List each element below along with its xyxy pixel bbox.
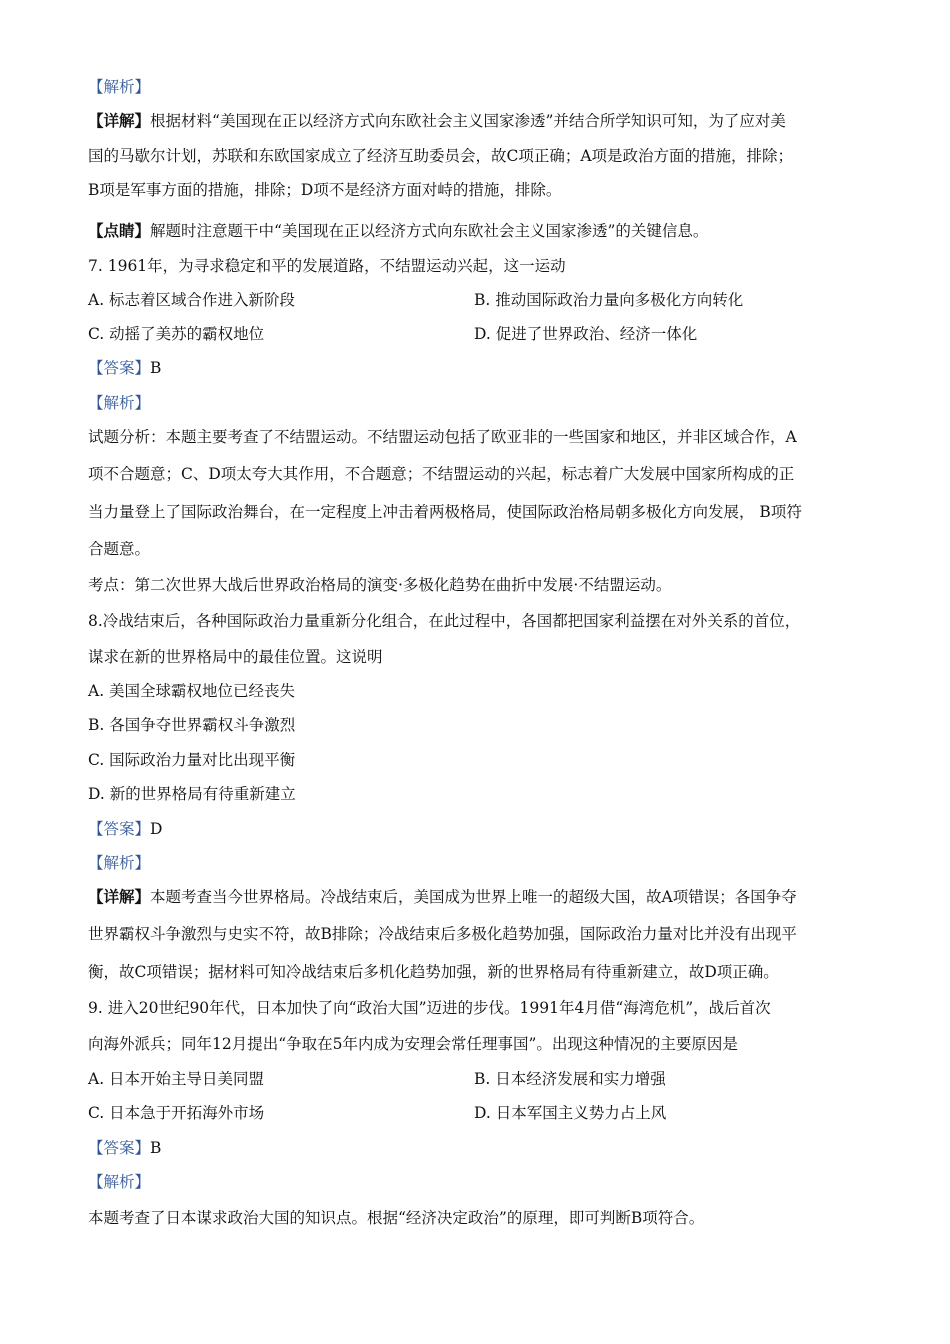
q9-analysis-text: 本题考查了日本谋求政治大国的知识点。根据“经济决定政治”的原理，即可判断B项符合。 [88, 1209, 705, 1227]
q8-answer: D [150, 820, 163, 838]
q9-options-row-2 [88, 1103, 866, 1123]
q7-answer-line [88, 358, 161, 378]
q7-option-a: A. 标志着区域合作进入新阶段 [88, 291, 296, 309]
q7-answer: B [150, 359, 162, 377]
q9-option-d: D. 日本军国主义势力占上风 [474, 1104, 667, 1122]
q8-detail-line-3: 衡，故C项错误；据材料可知冷战结束后多机化趋势加强，新的世界格局有待重新建立，故D项正确。 [88, 963, 779, 981]
q7-analysis-line-3: 当力量登上了国际政治舞台，在一定程度上冲击着两极格局，使国际政治格局朝多极化方向发展， B项符 [88, 503, 802, 521]
q8-detail-line-1 [88, 887, 797, 907]
q6-detail-text-1: 根据材料“美国现在正以经济方式向东欧社会主义国家渗透”并结合所学知识可知，为了应对美 [150, 112, 786, 130]
q9-options-row-1 [88, 1069, 866, 1089]
q9-analysis-tag: 【解析】 [88, 1173, 151, 1191]
q9-answer: B [150, 1139, 162, 1157]
q6-detail-line-2: 国的马歇尔计划，苏联和东欧国家成立了经济互助委员会，故C项正确；A项是政治方面的措施，排除； [88, 147, 794, 165]
q7-point: 考点：第二次世界大战后世界政治格局的演变·多极化趋势在曲折中发展·不结盟运动。 [88, 576, 672, 594]
q8-analysis-tag: 【解析】 [88, 854, 151, 872]
q7-option-d: D. 促进了世界政治、经济一体化 [474, 325, 698, 343]
q8-stem-line-1: 8.冷战结束后，各种国际政治力量重新分化组合，在此过程中，各国都把国家利益摆在对外关系的首位， [88, 612, 801, 630]
q9-option-b: B. 日本经济发展和实力增强 [474, 1070, 666, 1088]
q8-answer-tag: 【答案】 [88, 820, 151, 838]
q7-analysis-line-1: 试题分析：本题主要考查了不结盟运动。不结盟运动包括了欧亚非的一些国家和地区，并非区域合作，A [88, 428, 797, 446]
q7-option-c: C. 动摇了美苏的霸权地位 [88, 325, 265, 343]
q8-option-a: A. 美国全球霸权地位已经丧失 [88, 682, 296, 700]
q8-option-c: C. 国际政治力量对比出现平衡 [88, 751, 296, 769]
q6-detail-line-3: B项是军事方面的措施，排除；D项不是经济方面对峙的措施，排除。 [88, 181, 562, 199]
q7-answer-tag: 【答案】 [88, 359, 151, 377]
q7-analysis-tag: 【解析】 [88, 394, 151, 412]
q8-detail-line-2: 世界霸权斗争激烈与史实不符，故B排除；冷战结束后多极化趋势加强，国际政治力量对比并没有出现平 [88, 925, 797, 943]
q8-stem-line-2: 谋求在新的世界格局中的最佳位置。这说明 [88, 648, 383, 666]
q7-option-b: B. 推动国际政治力量向多极化方向转化 [474, 291, 744, 309]
q9-option-a: A. 日本开始主导日美同盟 [88, 1070, 265, 1088]
q7-options-row-1 [88, 290, 866, 310]
q9-option-c: C. 日本急于开拓海外市场 [88, 1104, 265, 1122]
q9-answer-tag: 【答案】 [88, 1139, 151, 1157]
q9-answer-line [88, 1138, 161, 1158]
q7-stem: 7. 1961年，为寻求稳定和平的发展道路，不结盟运动兴起，这一运动 [88, 257, 566, 275]
q7-analysis-line-4: 合题意。 [88, 540, 151, 558]
q6-detail-line-1 [88, 111, 786, 131]
q8-answer-line [88, 819, 162, 839]
q6-analysis-tag: 【解析】 [88, 78, 151, 96]
q7-options-row-2 [88, 324, 866, 344]
q7-analysis-line-2: 项不合题意；C、D项太夸大其作用，不合题意；不结盟运动的兴起，标志着广大发展中国家所构成的正 [88, 465, 795, 483]
q6-tip-text: 解题时注意题干中“美国现在正以经济方式向东欧社会主义国家渗透”的关键信息。 [150, 222, 709, 240]
q8-detail-text-1: 本题考查当今世界格局。冷战结束后，美国成为世界上唯一的超级大国，故A项错误；各国争夺 [150, 888, 797, 906]
q8-option-b: B. 各国争夺世界霸权斗争激烈 [88, 716, 296, 734]
q8-option-d: D. 新的世界格局有待重新建立 [88, 785, 296, 803]
q8-detail-tag: 【详解】 [88, 887, 151, 906]
q9-stem-line-1: 9. 进入20世纪90年代，日本加快了向“政治大国”迈进的步伐。1991年4月借“海湾危机”，战后首次 [88, 999, 771, 1017]
q9-stem-line-2: 向海外派兵；同年12月提出“争取在5年内成为安理会常任理事国”。出现这种情况的主要原因是 [88, 1035, 738, 1053]
q6-detail-tag: 【详解】 [88, 111, 151, 130]
q6-tip-line [88, 221, 708, 241]
q6-tip-tag: 【点睛】 [88, 221, 151, 240]
